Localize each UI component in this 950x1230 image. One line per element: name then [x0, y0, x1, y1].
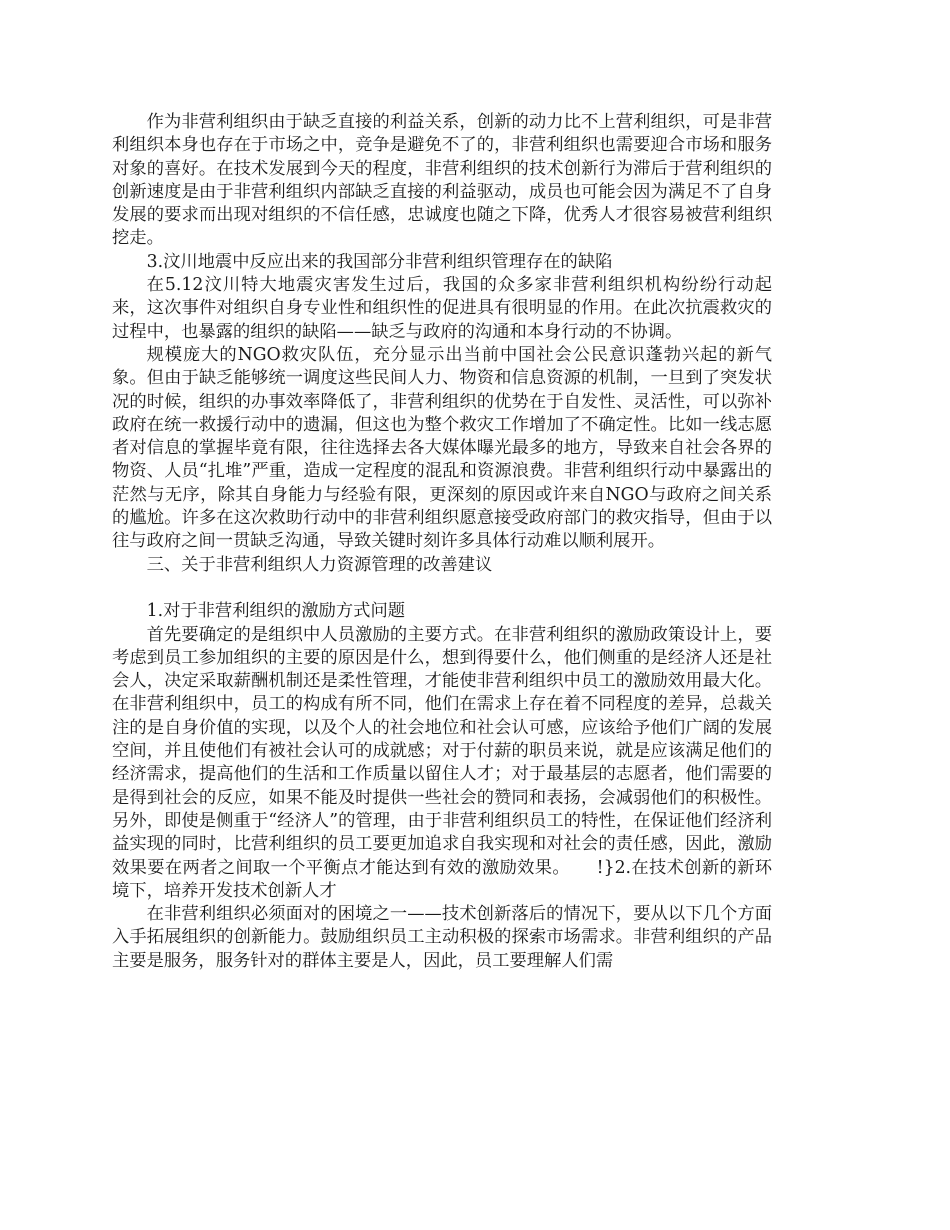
subheading-incentive-methods: 1.对于非营利组织的激励方式问题 [146, 601, 406, 622]
subheading-wenchuan-defects: 3.汶川地震中反应出来的我国部分非营利组织管理存在的缺陷 [146, 251, 613, 272]
section-heading-improvement-suggestions: 三、关于非营利组织人力资源管理的改善建议 [146, 554, 493, 575]
blank-line [112, 577, 772, 600]
document-page [112, 111, 772, 973]
paragraph-incentive-policy: 首先要确定的是组织中人员激励的主要方式。在非营利组织的激励政策设计上，要考虑到员工参加组织的主要的原因是什么，想到得要什么，他们侧重的是经济人还是社会人，决定采取薪酬机制还是柔性管理，才能使非营利组织中员工的激励效用最大化。在非营利组织中，员工的构成有所不同，他们在需求上存在着不同程度的差异，总裁关注的是自身价值的实现，以及个人的社会地位和社会认可感，应该给予他们广阔的发展空间，并且使他们有被社会认可的成就感；对于付薪的职员来说，就是应该满足他们的经济需求，提高他们的生活和工作质量以留住人才；对于最基层的志愿者，他们需要的是得到社会的反应，如果不能及时提供一些社会的赞同和表扬，会减弱他们的积极性。另外，即使是侧重于“经济人”的管理，由于非营利组织员工的特性，在保证他们经济利益实现的同时，比营利组织的员工要更加追求自我实现和对社会的责任感，因此，激励效果要在两者之间取一个平衡点才能达到有效的激励效果。 !}2.在技术创新的新环境下，培养开发技术创新人才 [112, 624, 772, 901]
paragraph-ngo-rescue-teams: 规模庞大的NGO救灾队伍，充分显示出当前中国社会公民意识蓬勃兴起的新气象。但由于缺乏能够统一调度这些民间人力、物资和信息资源的机制，一旦到了突发状况的时候，组织的办事效率降低了，非营利组织的优势在于自发性、灵活性，可以弥补政府在统一救援行动中的遗漏，但这也为整个救灾工作增加了不确定性。比如一线志愿者对信息的掌握毕竟有限，往往选择去各大媒体曝光最多的地方，导致来自社会各界的物资、人员“扎堆”严重，造成一定程度的混乱和资源浪费。非营利组织行动中暴露出的茫然与无序，除其自身能力与经验有限，更深刻的原因或许来自NGO与政府之间关系的尴尬。许多在这次救助行动中的非营利组织愿意接受政府部门的救灾指导，但由于以往与政府之间一贯缺乏沟通，导致关键时刻许多具体行动难以顺利展开。 [112, 344, 772, 552]
paragraph-earthquake-response: 在5.12汶川特大地震灾害发生过后，我国的众多家非营利组织机构纷纷行动起来，这次事件对组织自身专业性和组织性的促进具有很明显的作用。在此次抗震救灾的过程中，也暴露的组织的缺陷——缺乏与政府的沟通和本身行动的不协调。 [112, 275, 772, 342]
paragraph-technical-innovation: 在非营利组织必须面对的困境之一——技术创新落后的情况下，要从以下几个方面入手拓展组织的创新能力。鼓励组织员工主动积极的探索市场需求。非营利组织的产品主要是服务，服务针对的群体主要是人，因此，员工要理解人们需 [112, 904, 772, 971]
paragraph-innovation-motivation: 作为非营利组织由于缺乏直接的利益关系，创新的动力比不上营利组织，可是非营利组织本身也存在于市场之中，竞争是避免不了的，非营利组织也需要迎合市场和服务对象的喜好。在技术发展到今天的程度，非营利组织的技术创新行为滞后于营利组织的创新速度是由于非营利组织内部缺乏直接的利益驱动，成员也可能会因为满足不了自身发展的要求而出现对组织的不信任感，忠诚度也随之下降，优秀人才很容易被营利组织挖走。 [112, 112, 772, 249]
